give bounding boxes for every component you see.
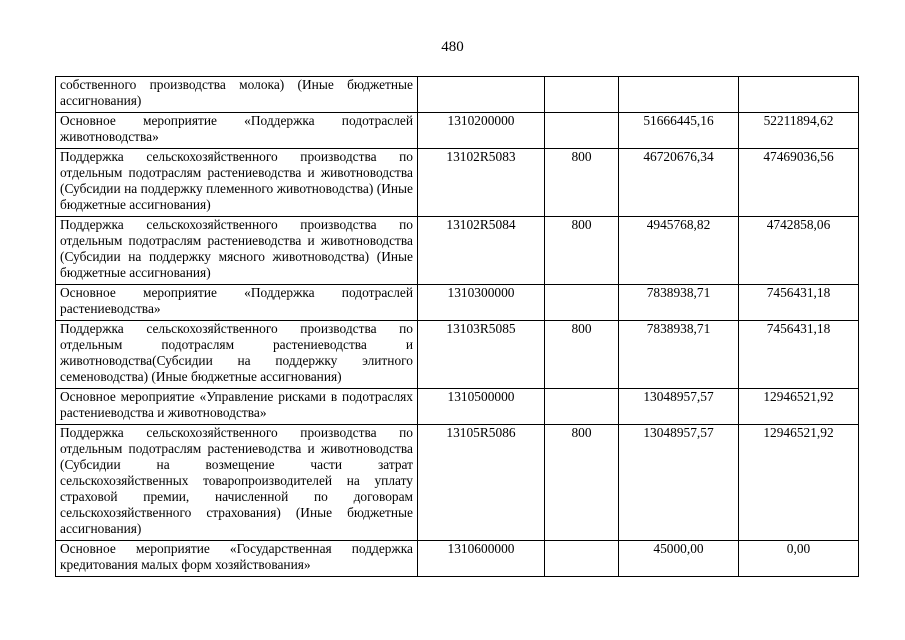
table-row — [56, 425, 859, 541]
table-row — [56, 149, 859, 217]
row-sum-1 — [619, 77, 739, 113]
row-sum-2: 0,00 — [739, 541, 859, 577]
row-sum-1: 4945768,82 — [619, 217, 739, 285]
row-sum-2: 47469036,56 — [739, 149, 859, 217]
row-sum-1: 7838938,71 — [619, 321, 739, 389]
row-name: Основное мероприятие «Поддержка подотраслей растениеводства» — [56, 285, 418, 321]
row-expense-type — [545, 389, 619, 425]
row-code: 1310500000 — [418, 389, 545, 425]
row-expense-type: 800 — [545, 149, 619, 217]
row-name: Основное мероприятие «Управление рисками в подотраслях растениеводства и животноводства» — [56, 389, 418, 425]
row-code: 13102R5083 — [418, 149, 545, 217]
row-name: Основное мероприятие «Государственная поддержка кредитования малых форм хозяйствования» — [56, 541, 418, 577]
row-sum-1: 45000,00 — [619, 541, 739, 577]
row-sum-1: 51666445,16 — [619, 113, 739, 149]
table-row — [56, 541, 859, 577]
table-row — [56, 77, 859, 113]
row-expense-type — [545, 77, 619, 113]
table-row — [56, 389, 859, 425]
row-expense-type — [545, 113, 619, 149]
row-sum-2: 7456431,18 — [739, 321, 859, 389]
row-code: 13103R5085 — [418, 321, 545, 389]
row-code: 13102R5084 — [418, 217, 545, 285]
row-expense-type: 800 — [545, 425, 619, 541]
row-name: собственного производства молока) (Иные бюджетные ассигнования) — [56, 77, 418, 113]
row-expense-type: 800 — [545, 217, 619, 285]
row-sum-2: 12946521,92 — [739, 425, 859, 541]
row-sum-1: 46720676,34 — [619, 149, 739, 217]
row-expense-type — [545, 285, 619, 321]
page-number: 480 — [441, 39, 464, 55]
row-sum-1: 13048957,57 — [619, 425, 739, 541]
row-sum-2: 4742858,06 — [739, 217, 859, 285]
table-row — [56, 321, 859, 389]
row-code: 1310600000 — [418, 541, 545, 577]
row-sum-2: 7456431,18 — [739, 285, 859, 321]
table-row — [56, 113, 859, 149]
table-row — [56, 285, 859, 321]
row-name: Поддержка сельскохозяйственного производства по отдельным подотраслям растениеводства и животноводства (Субсидии на поддержку племенного животноводства) (Иные бюджетные ассигнования) — [56, 149, 418, 217]
row-name: Основное мероприятие «Поддержка подотраслей животноводства» — [56, 113, 418, 149]
row-name: Поддержка сельскохозяйственного производства по отдельным подотраслям растениеводства и животноводства (Субсидии на поддержку мясного животноводства) (Иные бюджетные ассигнования) — [56, 217, 418, 285]
row-code: 1310200000 — [418, 113, 545, 149]
row-code — [418, 77, 545, 113]
row-sum-1: 13048957,57 — [619, 389, 739, 425]
row-code: 13105R5086 — [418, 425, 545, 541]
row-sum-2: 12946521,92 — [739, 389, 859, 425]
row-code: 1310300000 — [418, 285, 545, 321]
row-sum-2: 52211894,62 — [739, 113, 859, 149]
row-sum-2 — [739, 77, 859, 113]
row-name: Поддержка сельскохозяйственного производства по отдельным подотраслям растениеводства и животноводства (Субсидии на возмещение части затрат сельскохозяйственных товаропроизводителей на уплату страховой премии, начисленной по договорам сельскохозяйственного страхования) (Иные бюджетные ассигнования) — [56, 425, 418, 541]
row-expense-type: 800 — [545, 321, 619, 389]
budget-table — [55, 76, 859, 577]
row-expense-type — [545, 541, 619, 577]
row-sum-1: 7838938,71 — [619, 285, 739, 321]
table-row — [56, 217, 859, 285]
row-name: Поддержка сельскохозяйственного производства по отдельным подотраслям растениеводства и животноводства(Субсидии на поддержку элитного семеноводства) (Иные бюджетные ассигнования) — [56, 321, 418, 389]
